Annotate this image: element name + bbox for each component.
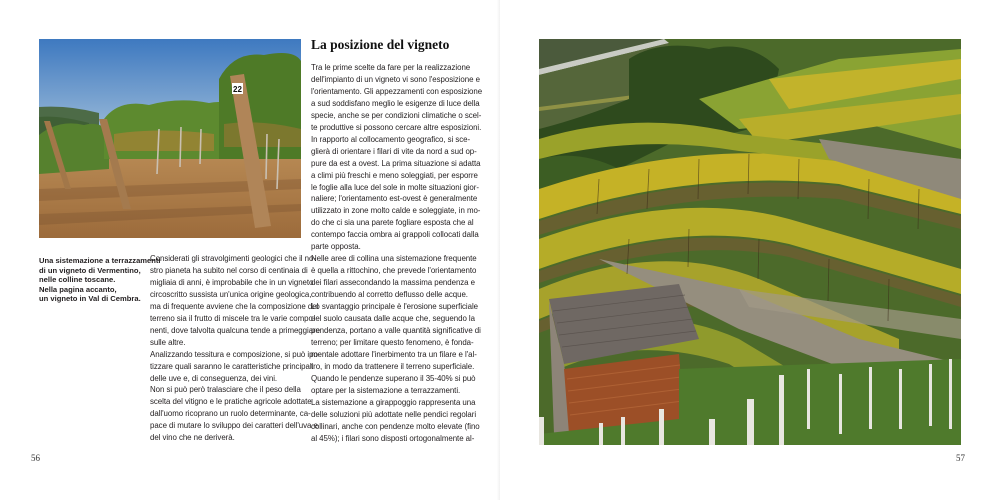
text-line: a climi più freschi e meno soleggiati, per esporre xyxy=(311,170,478,180)
text-line: sulle altre. xyxy=(150,337,186,347)
text-line: Tra le prime scelte da fare per la realizzazione xyxy=(311,63,471,72)
text-line: scelta del vitigno e le pratiche agricole adottate xyxy=(150,397,312,407)
photo-caption xyxy=(39,256,161,304)
vermentino-vineyard-photo xyxy=(39,39,301,238)
text-line: optare per la sistemazione a terrazzamenti. xyxy=(311,385,461,395)
text-line: Lo svantaggio principale è l'erosione superficiale xyxy=(311,302,479,312)
text-line: stro pianeta ha subito nel corso di centinaia di xyxy=(150,265,308,275)
text-line: In rapporto al collocamento geografico, si sce- xyxy=(311,134,471,144)
text-line: tro, in modo da trattenere il terreno superficiale. xyxy=(311,361,475,371)
text-line: l'orientamento. Gli appezzamenti con esposizione xyxy=(311,86,483,96)
val-di-cembra-vineyard-photo xyxy=(539,39,961,445)
text-line: mentale adottare l'inerbimento tra un filare e l'al- xyxy=(311,349,477,359)
text-line: del suolo causata dalle acque che, seguendo la xyxy=(311,314,475,324)
text-line: pendenza, portano a valle quantità significative di xyxy=(311,325,481,335)
page-number-right: 57 xyxy=(956,453,965,463)
text-line: pace di mutare lo sviluppo dei caratteri dell'uva e xyxy=(150,421,318,431)
caption-line: nelle colline toscane. xyxy=(39,275,116,285)
section-heading: La posizione del vigneto xyxy=(311,37,450,52)
terraced-vineyard-illustration xyxy=(539,39,961,445)
text-line: Analizzando tessitura e composizione, si può ipo- xyxy=(150,349,321,359)
text-line: specie, anche se per condizioni climatiche o scel- xyxy=(311,110,482,120)
caption-line: Nella pagina accanto, xyxy=(39,284,117,294)
text-line: contribuendo al corretto deflusso delle acque. xyxy=(311,290,468,300)
text-line: collinari, anche con pendenze molto elevate (fino xyxy=(311,421,480,431)
text-line: delle soluzioni più adottate nelle pendici regolari xyxy=(311,409,477,419)
text-line: al 45%); i filari sono disposti ortogonalmente al- xyxy=(311,433,475,443)
text-line: ma di frequente avviene che la composizione del xyxy=(150,301,319,311)
text-line: glierà di orientare i filari di vite da nord a sud op- xyxy=(311,146,477,156)
text-line: utilizzato in zone molto calde e soleggiate, in mo- xyxy=(311,206,481,216)
text-line: dell'impianto di un vigneto vi sono l'esposizione e xyxy=(311,74,480,84)
text-line: circoscritto sussista un'unica origine geologica, xyxy=(150,289,312,299)
text-line: contempo faccia ombra ai grappoli collocati dalla xyxy=(311,230,479,240)
vineyard-photo-illustration xyxy=(39,39,301,238)
text-line: è quella a rittochino, che prevede l'orientamento xyxy=(311,266,477,276)
text-line: te produttive si possono cercare altre esposizioni. xyxy=(311,122,482,132)
text-line: dall'uomo ricoprano un ruolo determinante, ca- xyxy=(150,409,311,419)
post-number-text: 22 xyxy=(233,85,242,94)
text-line: terreno sia il frutto di miscele tra le varie compo- xyxy=(150,313,316,323)
caption-line: un vigneto in Val di Cembra. xyxy=(39,294,141,304)
text-line: tizzare quali saranno le caratteristiche principali xyxy=(150,361,314,371)
body-column-2 xyxy=(311,62,483,445)
text-line: nenti, dove talvolta qualcuna tende a primeggiare xyxy=(150,325,320,335)
text-line: parte opposta. xyxy=(311,242,361,252)
body-column-1 xyxy=(150,253,321,444)
text-line: dei filari assecondando la massima pendenza e xyxy=(311,278,475,288)
page-number-left: 56 xyxy=(31,453,40,463)
text-line: a sud soddisfano meglio le esigenze di luce della xyxy=(311,98,480,108)
text-line: Quando le pendenze superano il 35-40% si può xyxy=(311,373,476,383)
text-line: terreno; per limitare questo fenomeno, è fonda- xyxy=(311,337,474,347)
text-line: pure da est a ovest. La prima situazione si adatta xyxy=(311,158,481,168)
text-line: le foglie alla luce del sole in molte situazioni gior- xyxy=(311,182,479,192)
text-line: Considerati gli stravolgimenti geologici che il no- xyxy=(150,254,316,263)
text-line: Non si può però tralasciare che il peso della xyxy=(150,385,301,395)
text-line: Nelle aree di collina una sistemazione frequente xyxy=(311,254,477,264)
text-line: del vino che ne deriverà. xyxy=(150,433,235,443)
text-line: migliaia di anni, è improbabile che in un vigneto xyxy=(150,277,314,287)
text-line: La sistemazione a girappoggio rappresenta una xyxy=(311,397,476,407)
text-line: do che ci sia una parete fogliare esposta che al xyxy=(311,218,474,228)
caption-line: di un vigneto di Vermentino, xyxy=(39,265,141,275)
text-line: delle uve e, di conseguenza, dei vini. xyxy=(150,373,278,383)
text-line: naliere; l'orientamento est-ovest è generalmente xyxy=(311,194,478,204)
caption-line: Una sistemazione a terrazzamenti xyxy=(39,256,161,265)
